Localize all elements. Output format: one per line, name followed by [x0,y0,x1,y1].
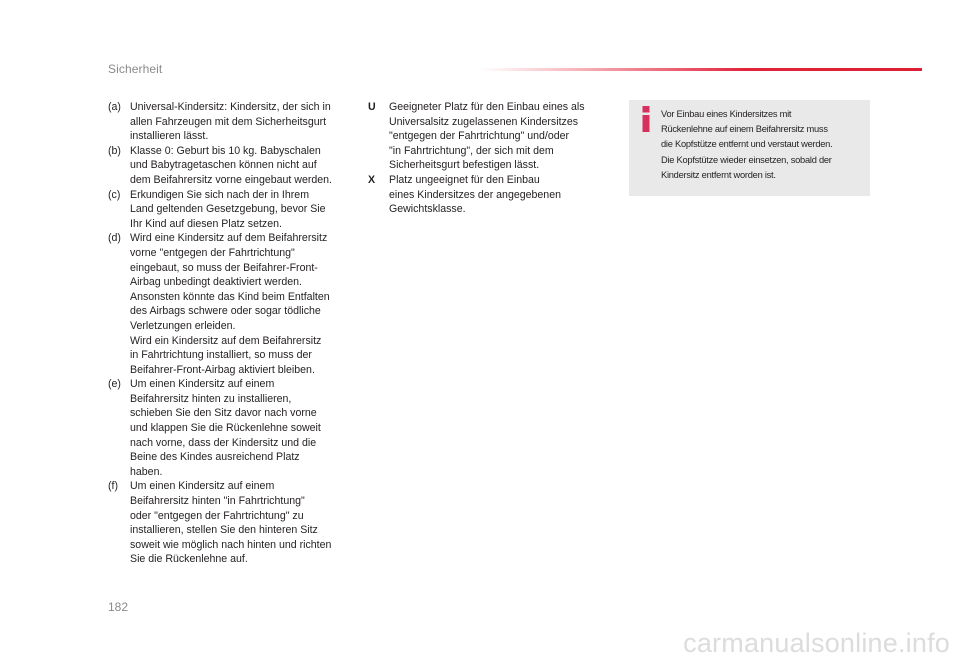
footnote-item [108,144,360,188]
info-text: Vor Einbau eines Kindersitzes mit Rückenlehne auf einem Beifahrersitz muss die Kopfstütze entfernt und verstaut werden. Die Kopfstütze wieder einsetzen, sobald der Kindersitz entfernt worden ist. [661,109,833,180]
header-rule [480,68,922,71]
footnote-item [108,231,360,377]
footnote-text: Um einen Kindersitz auf einem Beifahrersitz hinten zu installieren, schieben Sie den Sitz davor nach vorne und klappen Sie die Rückenlehne soweit nach vorne, dass der Kindersitz und die Beine des Kindes ausreichend Platz haben. [130,378,321,478]
legend-item-u [368,100,613,173]
footnote-marker: (f) [108,480,118,493]
watermark: carmanualsonline.info [683,628,950,658]
footnote-marker: (d) [108,232,121,245]
footnote-text: Wird eine Kindersitz auf dem Beifahrersitz vorne "entgegen der Fahrtrichtung" eingebaut, so muss der Beifahrer-Front- Airbag unbedingt deaktiviert werden. Ansonsten könnte das Kind beim Entfalten des Airbags schwere oder sogar tödliche Verletzungen erleiden. Wird ein Kindersitz auf dem Beifahrersitz in Fahrtrichtung installiert, so muss der Beifahrer-Front-Airbag aktiviert bleiben. [130,232,330,376]
section-title: Sicherheit [108,62,163,76]
footnote-marker: (c) [108,188,121,201]
footnote-item [108,188,360,232]
legend-marker: X [368,173,376,186]
footnote-text: Klasse 0: Geburt bis 10 kg. Babyschalen und Babytragetaschen können nicht auf dem Beifahrersitz vorne eingebaut werden. [130,144,332,186]
footnote-marker: (e) [108,378,121,391]
legend-text: Geeigneter Platz für den Einbau eines als Universalsitz zugelassenen Kindersitzes "entgegen der Fahrtrichtung" und/oder "in Fahrtrichtung", der sich mit dem Sicherheitsgurt befestigen lässt. [389,101,585,172]
page-number: 182 [108,600,129,614]
info-box [629,100,870,196]
footnote-item [108,377,360,479]
footnotes-column [108,100,360,567]
legend-text: Platz ungeeignet für den Einbau eines Kindersitzes der angegebenen Gewichtsklasse. [389,173,561,216]
legend-item-x [368,173,613,217]
footnote-marker: (a) [108,101,121,113]
legend-marker: U [368,101,376,113]
footnote-text: Erkundigen Sie sich nach der in Ihrem Land geltenden Gesetzgebung, bevor Sie Ihr Kind auf diesen Platz setzen. [130,188,326,230]
footnote-text: Um einen Kindersitz auf einem Beifahrersitz hinten "in Fahrtrichtung" oder "entgegen der Fahrtrichtung" zu installieren, stellen Sie den hinteren Sitz soweit wie möglich nach hinten und richten Sie die Rückenlehne auf. [130,480,332,566]
footnote-marker: (b) [108,144,121,157]
footnote-text: Universal-Kindersitz: Kindersitz, der sich in allen Fahrzeugen mit dem Sicherheitsgurt installieren lässt. [130,101,331,143]
footnote-item [108,479,360,567]
info-icon [640,106,652,132]
footnote-item [108,100,360,144]
legend-column [368,100,613,217]
